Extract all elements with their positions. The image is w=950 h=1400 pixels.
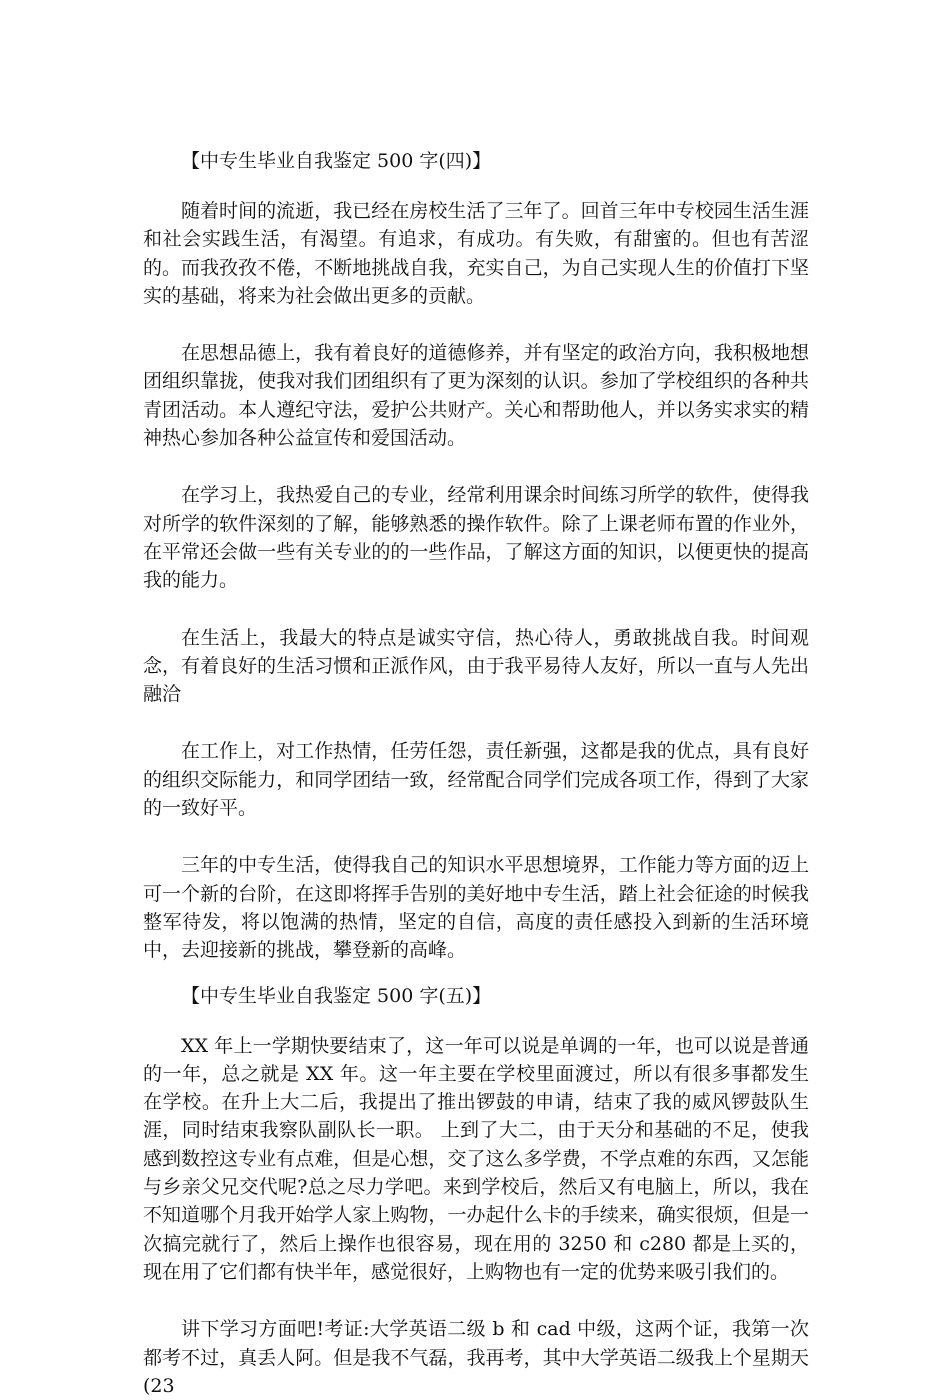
section-heading-5: 【中专生毕业自我鉴定 500 字(五)】 <box>181 984 492 1007</box>
paragraph-5-1: XX 年上一学期快要结束了，这一年可以说是单调的一年，也可以说是普通的一年，总之就是 XX 年。这一年主要在学校里面渡过，所以有很多事都发生在学校。在升上大二后，我提出了推出锣鼓的申请，结束了我的威风锣鼓队生涯，同时结束我察队副队长一职。 上到了大二，由于天分和基础的不足，使我感到数控这专业有点难，但是心想，交了这么多学费，不学点难的东西，又怎能与乡亲父兄交代呢?总之尽力学吧。来到学校后，然后又有电脑上，所以，我在不知道哪个月我开始学人家上购物，一办起什么卡的手续来，确实很烦，但是一次搞完就行了，然后上操作也很容易，现在用的 3250 和 c280 都是上买的，现在用了它们都有快半年，感觉很好，上购物也有一定的优势来吸引我们的。 <box>143 1034 809 1283</box>
paragraph-5-2: 讲下学习方面吧!考证:大学英语二级 b 和 cad 中级，这两个证，我第一次都考不过，真丢人阿。但是我不气磊，我再考，其中大学英语二级我上个星期天(23 <box>143 1318 809 1397</box>
paragraph-4-3: 在学习上，我热爱自己的专业，经常利用课余时间练习所学的软件，使得我对所学的软件深刻的了解，能够熟悉的操作软件。除了上课老师布置的作业外，在平常还会做一些有关专业的的一些作品，了解这方面的知识，以便更快的提高我的能力。 <box>143 484 809 592</box>
paragraph-4-2: 在思想品德上，我有着良好的道德修养，并有坚定的政治方向，我积极地想团组织靠拢，使我对我们团组织有了更为深刻的认识。参加了学校组织的各种共青团活动。本人遵纪守法，爱护公共财产。关心和帮助他人，并以务实求实的精神热心参加各种公益宣传和爱国活动。 <box>143 342 809 450</box>
paragraph-4-5: 在工作上，对工作热情，任劳任怨，责任新强，这都是我的优点，具有良好的组织交际能力，和同学团结一致，经常配合同学们完成各项工作，得到了大家的一致好平。 <box>143 740 809 820</box>
paragraph-4-4: 在生活上，我最大的特点是诚实守信，热心待人，勇敢挑战自我。时间观念，有着良好的生活习惯和正派作风，由于我平易待人友好，所以一直与人先出融洽 <box>143 626 809 706</box>
section-heading-4: 【中专生毕业自我鉴定 500 字(四)】 <box>181 150 492 172</box>
paragraph-4-1: 随着时间的流逝，我已经在房校生活了三年了。回首三年中专校园生活生涯和社会实践生活，有渴望。有追求，有成功。有失败，有甜蜜的。但也有苦涩的。而我孜孜不倦，不断地挑战自我，充实自己，为自己实现人生的价值打下坚实的基础，将来为社会做出更多的贡献。 <box>143 200 809 307</box>
document-body <box>143 150 809 1400</box>
paragraph-4-6: 三年的中专生活，使得我自己的知识水平思想境界，工作能力等方面的迈上可一个新的台阶，在这即将挥手告别的美好地中专生活，踏上社会征途的时候我整军待发，将以饱满的热情，坚定的自信，高度的责任感投入到新的生活环境中，去迎接新的挑战，攀登新的高峰。 <box>143 854 809 962</box>
